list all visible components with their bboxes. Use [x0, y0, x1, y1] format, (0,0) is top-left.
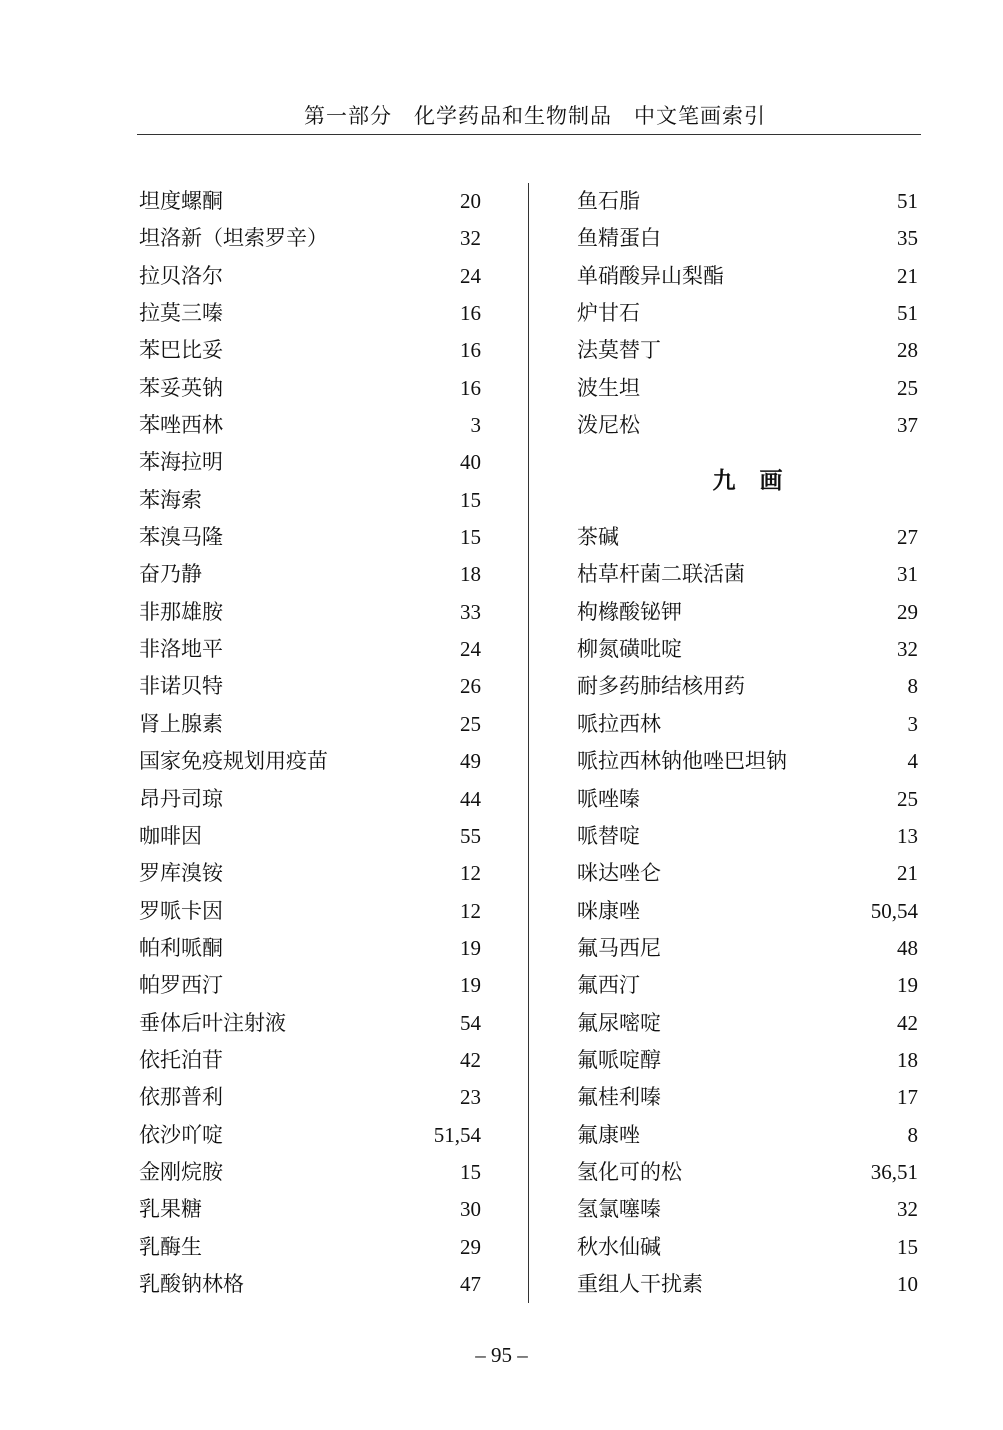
entry-page: 15: [460, 525, 481, 550]
entry-page: 54: [460, 1010, 481, 1035]
entry-page: 23: [460, 1085, 481, 1110]
entry-name: 乳果糖: [139, 1197, 202, 1222]
entry-page: 3: [907, 711, 918, 736]
index-entry: [577, 1191, 918, 1228]
index-entry: [577, 1229, 918, 1266]
entry-page: 32: [460, 226, 481, 251]
entry-page: 19: [897, 973, 918, 998]
index-entry: [139, 220, 481, 257]
entry-name: 秋水仙碱: [577, 1234, 661, 1259]
index-entry: [577, 220, 918, 257]
entry-name: 氟哌啶醇: [577, 1047, 661, 1072]
index-entry: [139, 295, 481, 332]
entry-name: 罗哌卡因: [139, 898, 223, 923]
entry-name: 氟马西尼: [577, 935, 661, 960]
entry-name: 重组人干扰素: [577, 1271, 703, 1296]
entry-page: 32: [897, 637, 918, 662]
page-header: [137, 96, 921, 135]
index-entry: [577, 855, 918, 892]
entry-name: 氟尿嘧啶: [577, 1010, 661, 1035]
index-entry: [577, 295, 918, 332]
entry-name: 咪达唑仑: [577, 861, 661, 886]
entry-name: 非那雄胺: [139, 599, 223, 624]
entry-name: 苯巴比妥: [139, 338, 223, 363]
entry-page: 19: [460, 935, 481, 960]
index-entry: [577, 743, 918, 780]
entry-name: 耐多药肺结核用药: [577, 674, 745, 699]
entry-page: 48: [897, 935, 918, 960]
entry-name: 非洛地平: [139, 637, 223, 662]
entry-page: 16: [460, 301, 481, 326]
index-column-left: [139, 183, 481, 1303]
entry-name: 拉莫三嗪: [139, 301, 223, 326]
index-entry: [139, 781, 481, 818]
entry-page: 18: [897, 1047, 918, 1072]
index-entry: [139, 1191, 481, 1228]
entry-name: 帕利哌酮: [139, 935, 223, 960]
index-entry: [139, 258, 481, 295]
entry-page: 8: [907, 1122, 918, 1147]
entry-name: 依那普利: [139, 1085, 223, 1110]
entry-name: 氟西汀: [577, 973, 640, 998]
index-entry: [139, 594, 481, 631]
index-entry: [577, 1154, 918, 1191]
entry-name: 柳氮磺吡啶: [577, 637, 682, 662]
entry-page: 18: [460, 562, 481, 587]
entry-name: 拉贝洛尔: [139, 263, 223, 288]
index-entry: [139, 519, 481, 556]
entry-page: 16: [460, 375, 481, 400]
entry-page: 12: [460, 861, 481, 886]
page-number: – 95 –: [475, 1343, 528, 1367]
index-entry: [139, 1154, 481, 1191]
index-entry: [577, 258, 918, 295]
entry-name: 鱼精蛋白: [577, 226, 661, 251]
entry-page: 31: [897, 562, 918, 587]
entry-page: 15: [460, 1159, 481, 1184]
entry-name: 波生坦: [577, 375, 640, 400]
entry-name: 法莫替丁: [577, 338, 661, 363]
entry-page: 19: [460, 973, 481, 998]
entry-name: 苯溴马隆: [139, 525, 223, 550]
entry-name: 肾上腺素: [139, 711, 223, 736]
index-column-right: [577, 183, 918, 1303]
entry-page: 25: [460, 711, 481, 736]
index-entry: [577, 668, 918, 705]
entry-page: 51,54: [433, 1122, 481, 1147]
entry-name: 苯唑西林: [139, 413, 223, 438]
index-group-8-strokes-continued: [577, 183, 918, 444]
entry-name: 枸橼酸铋钾: [577, 599, 682, 624]
index-entry: [139, 370, 481, 407]
index-entry: [139, 556, 481, 593]
entry-page: 44: [460, 786, 481, 811]
index-entry: [577, 594, 918, 631]
entry-name: 咪康唑: [577, 898, 640, 923]
index-entry: [577, 706, 918, 743]
index-entry: [577, 370, 918, 407]
entry-name: 坦洛新（坦索罗辛）: [139, 226, 328, 251]
entry-name: 非诺贝特: [139, 674, 223, 699]
entry-name: 金刚烷胺: [139, 1159, 223, 1184]
entry-page: 33: [460, 599, 481, 624]
index-entry: [139, 1005, 481, 1042]
index-entry: [577, 1079, 918, 1116]
index-entry: [139, 1042, 481, 1079]
entry-name: 单硝酸异山梨酯: [577, 263, 724, 288]
index-entry: [139, 1266, 481, 1303]
entry-page: 49: [460, 749, 481, 774]
entry-page: 17: [897, 1085, 918, 1110]
entry-page: 27: [897, 525, 918, 550]
entry-name: 咖啡因: [139, 823, 202, 848]
entry-name: 乳酸钠林格: [139, 1271, 244, 1296]
entry-page: 15: [897, 1234, 918, 1259]
index-entry: [139, 1229, 481, 1266]
index-entry: [577, 967, 918, 1004]
index-entry: [577, 332, 918, 369]
entry-page: 13: [897, 823, 918, 848]
entry-name: 哌拉西林钠他唑巴坦钠: [577, 749, 787, 774]
index-entry: [139, 967, 481, 1004]
entry-name: 哌拉西林: [577, 711, 661, 736]
entry-page: 25: [897, 786, 918, 811]
index-entry: [577, 818, 918, 855]
entry-page: 32: [897, 1197, 918, 1222]
entry-name: 昂丹司琼: [139, 786, 223, 811]
index-entry: [577, 1042, 918, 1079]
entry-page: 42: [460, 1047, 481, 1072]
index-entry: [577, 893, 918, 930]
entry-name: 国家免疫规划用疫苗: [139, 749, 328, 774]
entry-page: 15: [460, 487, 481, 512]
entry-page: 47: [460, 1271, 481, 1296]
index-entry: [577, 556, 918, 593]
index-entry: [139, 1079, 481, 1116]
page-header-title: 第一部分 化学药品和生物制品 中文笔画索引: [304, 104, 766, 128]
entry-name: 乳酶生: [139, 1234, 202, 1259]
entry-name: 茶碱: [577, 525, 619, 550]
entry-page: 16: [460, 338, 481, 363]
entry-name: 枯草杆菌二联活菌: [577, 562, 745, 587]
index-entry: [577, 1117, 918, 1154]
entry-page: 35: [897, 226, 918, 251]
index-entry: [139, 855, 481, 892]
entry-page: 28: [897, 338, 918, 363]
index-entry: [139, 444, 481, 481]
index-entry: [577, 1005, 918, 1042]
index-entry: [139, 818, 481, 855]
entry-name: 苯海拉明: [139, 450, 223, 475]
entry-name: 哌替啶: [577, 823, 640, 848]
entry-name: 苯妥英钠: [139, 375, 223, 400]
entry-name: 氟康唑: [577, 1122, 640, 1147]
entry-page: 37: [897, 413, 918, 438]
index-entry: [577, 631, 918, 668]
entry-name: 鱼石脂: [577, 189, 640, 213]
entry-page: 12: [460, 898, 481, 923]
entry-page: 30: [460, 1197, 481, 1222]
entry-page: 26: [460, 674, 481, 699]
entry-name: 氟桂利嗪: [577, 1085, 661, 1110]
entry-name: 泼尼松: [577, 413, 640, 438]
entry-name: 罗库溴铵: [139, 861, 223, 886]
index-entry: [139, 1117, 481, 1154]
index-entry: [139, 407, 481, 444]
column-divider: [528, 183, 529, 1303]
index-entry: [139, 482, 481, 519]
index-entry: [139, 743, 481, 780]
entry-page: 36,51: [870, 1159, 918, 1184]
index-entry: [139, 183, 481, 220]
entry-page: 55: [460, 823, 481, 848]
index-entry: [139, 706, 481, 743]
entry-page: 42: [897, 1010, 918, 1035]
entry-page: 29: [897, 599, 918, 624]
entry-page: 29: [460, 1234, 481, 1259]
entry-name: 帕罗西汀: [139, 973, 223, 998]
entry-name: 苯海索: [139, 487, 202, 512]
entry-page: 24: [460, 263, 481, 288]
section-heading: 九画: [712, 468, 807, 495]
entry-page: 3: [470, 413, 481, 438]
entry-name: 坦度螺酮: [139, 189, 223, 213]
entry-page: 4: [907, 749, 918, 774]
entry-page: 51: [897, 301, 918, 326]
index-group-9-strokes: [577, 519, 918, 1303]
entry-page: 21: [897, 861, 918, 886]
entry-page: 40: [460, 450, 481, 475]
entry-page: 50,54: [870, 898, 918, 923]
entry-page: 20: [460, 189, 481, 213]
entry-name: 奋乃静: [139, 562, 202, 587]
entry-name: 哌唑嗪: [577, 786, 640, 811]
entry-page: 24: [460, 637, 481, 662]
entry-page: 21: [897, 263, 918, 288]
index-entry: [577, 781, 918, 818]
index-entry: [139, 893, 481, 930]
entry-name: 垂体后叶注射液: [139, 1010, 286, 1035]
entry-name: 氢化可的松: [577, 1159, 682, 1184]
entry-page: 10: [897, 1271, 918, 1296]
entry-name: 依托泊苷: [139, 1047, 223, 1072]
entry-name: 炉甘石: [577, 301, 640, 326]
index-entry: [577, 1266, 918, 1303]
entry-page: 51: [897, 189, 918, 213]
entry-page: 8: [907, 674, 918, 699]
entry-name: 氢氯噻嗪: [577, 1197, 661, 1222]
entry-page: 25: [897, 375, 918, 400]
index-entry: [139, 930, 481, 967]
index-entry: [577, 407, 918, 444]
index-entry: [139, 332, 481, 369]
index-entry: [139, 631, 481, 668]
index-entry: [577, 930, 918, 967]
index-entry: [139, 668, 481, 705]
index-entry: [577, 519, 918, 556]
index-entry: [577, 183, 918, 220]
entry-name: 依沙吖啶: [139, 1122, 223, 1147]
